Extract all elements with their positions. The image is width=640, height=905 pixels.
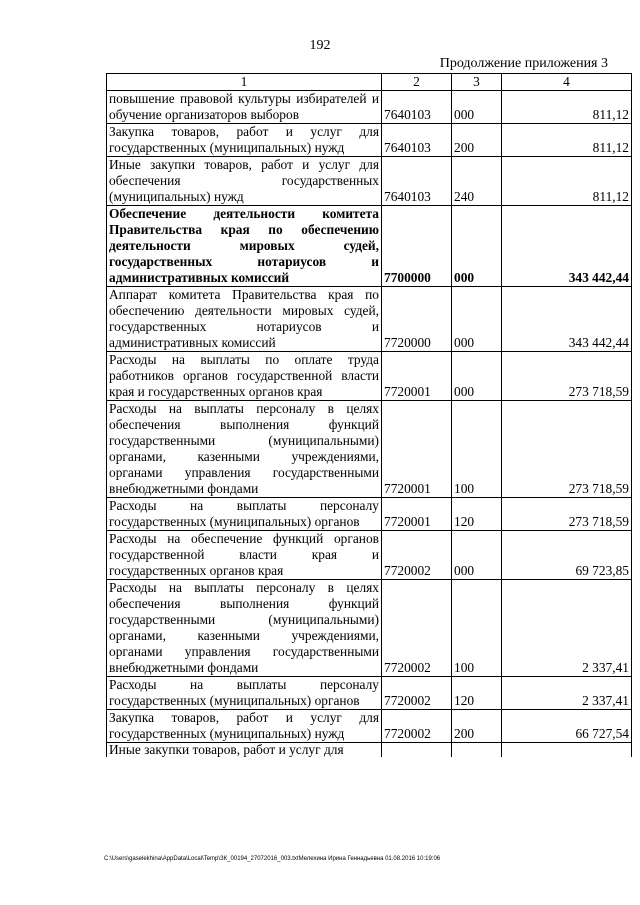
row-code: 7720001 (382, 401, 452, 498)
row-empty-cell (452, 743, 502, 758)
page-number: 192 (309, 38, 331, 53)
file-path-footer: C:\Users\gaselekhina\AppData\Local\Temp\ЗК_00194_27072016_003.txtМелехина Ирина Геннадьевна 01.08.2016 10:19:06 (104, 856, 441, 862)
row-type: 000 (452, 531, 502, 580)
row-type: 200 (452, 124, 502, 157)
row-type: 240 (452, 157, 502, 206)
table-row (107, 401, 632, 498)
row-type: 000 (452, 206, 502, 287)
row-amount: 811,12 (502, 124, 632, 157)
row-type: 120 (452, 677, 502, 710)
table-row (107, 124, 632, 157)
row-amount: 2 337,41 (502, 580, 632, 677)
row-amount: 273 718,59 (502, 401, 632, 498)
row-amount: 66 727,54 (502, 710, 632, 743)
row-code: 7720002 (382, 531, 452, 580)
row-name: Расходы на выплаты персоналу государственных (муниципальных) органов (107, 677, 382, 710)
table-row (107, 352, 632, 401)
row-amount: 273 718,59 (502, 498, 632, 531)
table-row (107, 206, 632, 287)
header-col-4: 4 (502, 74, 632, 91)
table-row-partial (107, 743, 632, 758)
continuation-label: Продолжение приложения 3 (439, 56, 608, 71)
row-type: 000 (452, 91, 502, 124)
table-row (107, 287, 632, 352)
header-col-1: 1 (107, 74, 382, 91)
row-name: Закупка товаров, работ и услуг для государственных (муниципальных) нужд (107, 124, 382, 157)
row-code: 7720002 (382, 710, 452, 743)
row-code: 7700000 (382, 206, 452, 287)
row-name: Расходы на выплаты персоналу в целях обеспечения выполнения функций государственными (муниципальными) органами, казенными учреждениями, органами управления государственными внебюджетными фондами (107, 401, 382, 498)
row-amount: 811,12 (502, 157, 632, 206)
row-code: 7720002 (382, 580, 452, 677)
table-row (107, 710, 632, 743)
row-amount: 69 723,85 (502, 531, 632, 580)
row-code: 7720002 (382, 677, 452, 710)
row-name: Расходы на выплаты персоналу государственных (муниципальных) органов (107, 498, 382, 531)
table-header-row (107, 74, 632, 91)
table-row (107, 498, 632, 531)
table-row (107, 157, 632, 206)
row-code: 7720000 (382, 287, 452, 352)
row-type: 000 (452, 287, 502, 352)
row-type: 200 (452, 710, 502, 743)
row-amount: 2 337,41 (502, 677, 632, 710)
header-col-3: 3 (452, 74, 502, 91)
table-row (107, 91, 632, 124)
row-name: Расходы на выплаты персоналу в целях обеспечения выполнения функций государственными (муниципальными) органами, казенными учреждениями, органами управления государственными внебюджетными фондами (107, 580, 382, 677)
row-type: 100 (452, 401, 502, 498)
table-row (107, 677, 632, 710)
row-name: Иные закупки товаров, работ и услуг для (107, 743, 382, 758)
budget-table (106, 73, 632, 757)
table-row (107, 580, 632, 677)
row-amount: 343 442,44 (502, 287, 632, 352)
row-name: Расходы на обеспечение функций органов государственной власти края и государственных органов края (107, 531, 382, 580)
row-code: 7720001 (382, 498, 452, 531)
row-name: Обеспечение деятельности комитета Правительства края по обеспечению деятельности мировых судей, государственных нотариусов и административных комиссий (107, 206, 382, 287)
row-code: 7720001 (382, 352, 452, 401)
table-row (107, 531, 632, 580)
row-code: 7640103 (382, 157, 452, 206)
row-name: Иные закупки товаров, работ и услуг для обеспечения государственных (муниципальных) нужд (107, 157, 382, 206)
row-amount: 273 718,59 (502, 352, 632, 401)
row-amount: 811,12 (502, 91, 632, 124)
row-name: Аппарат комитета Правительства края по обеспечению деятельности мировых судей, государственных нотариусов и административных комиссий (107, 287, 382, 352)
row-amount: 343 442,44 (502, 206, 632, 287)
row-empty-cell (502, 743, 632, 758)
row-type: 100 (452, 580, 502, 677)
header-col-2: 2 (382, 74, 452, 91)
row-name: повышение правовой культуры избирателей и обучение организаторов выборов (107, 91, 382, 124)
row-type: 000 (452, 352, 502, 401)
row-code: 7640103 (382, 124, 452, 157)
row-name: Закупка товаров, работ и услуг для государственных (муниципальных) нужд (107, 710, 382, 743)
row-name: Расходы на выплаты по оплате труда работников органов государственной власти края и государственных органов края (107, 352, 382, 401)
row-code: 7640103 (382, 91, 452, 124)
row-empty-cell (382, 743, 452, 758)
row-type: 120 (452, 498, 502, 531)
